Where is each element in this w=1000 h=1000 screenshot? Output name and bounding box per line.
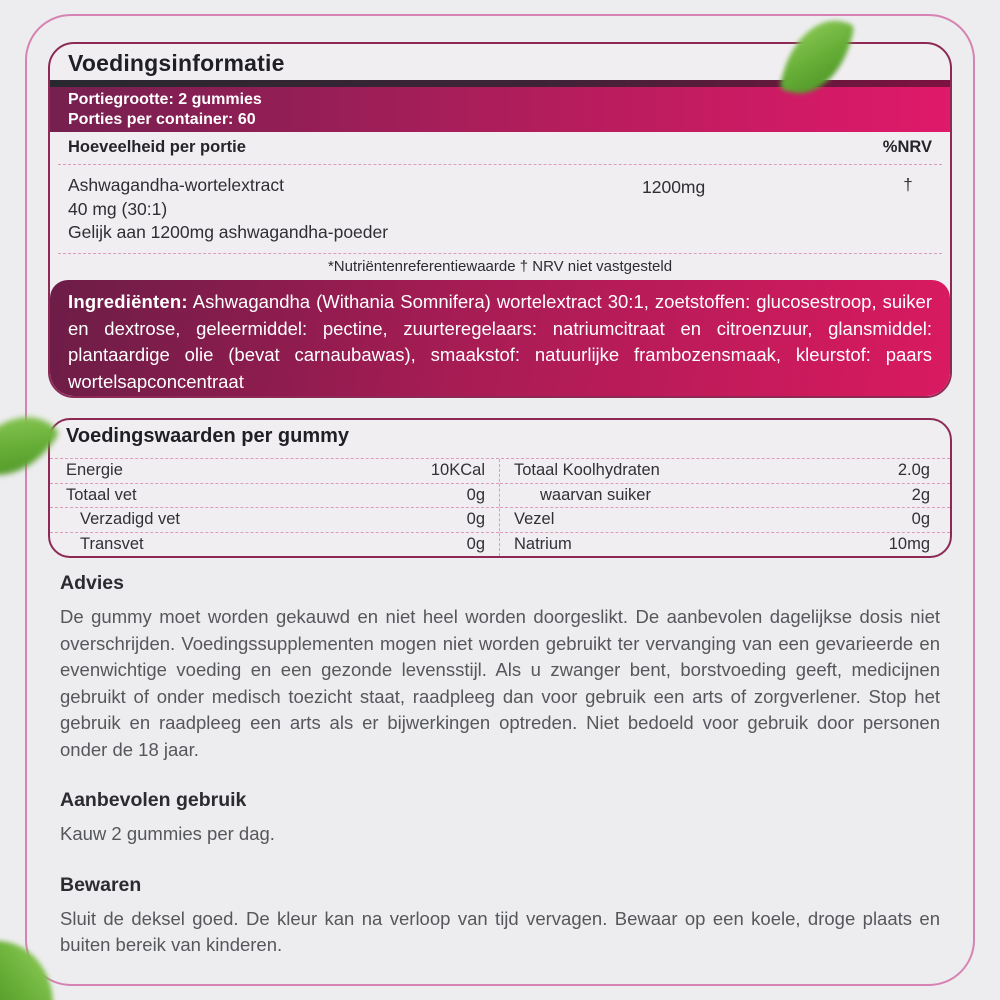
nutrient-amount: 1200mg bbox=[642, 177, 706, 197]
row-value: 0g bbox=[466, 485, 485, 504]
section-heading: Aanbevolen gebruik bbox=[60, 789, 247, 811]
panel-title: Voedingsinformatie bbox=[68, 50, 285, 76]
serving-size: Portiegrootte: 2 gummies bbox=[68, 91, 262, 108]
row-value: 10mg bbox=[888, 534, 930, 553]
divider bbox=[58, 253, 942, 254]
row-value: 2g bbox=[911, 485, 930, 504]
row-label: waarvan suiker bbox=[540, 485, 651, 504]
table-left-column bbox=[50, 459, 499, 556]
row-label: Totaal vet bbox=[66, 485, 137, 504]
nrv-header: %NRV bbox=[882, 137, 932, 156]
ingredients-text: Ashwagandha (Withania Somnifera) wortelextract 30:1, zoetstoffen: glucosestroop, suiker en dextrose, geleermiddel: pectine, zuurteregelaars: natriumcitraat en citroenzuur, glansmiddel: plantaardige olie (bevat carnaubawas), smaakstof: natuurlijke frambozensmaak, kleurstof: paars wortelsapconcentraat bbox=[68, 291, 932, 392]
section-heading: Advies bbox=[60, 572, 124, 594]
nutrient-name-line: 40 mg (30:1) bbox=[68, 198, 168, 219]
row-label: Vezel bbox=[514, 510, 555, 529]
row-value: 0g bbox=[911, 510, 930, 529]
row-value: 10KCal bbox=[430, 461, 485, 480]
table-row bbox=[500, 459, 950, 484]
nutrition-values-table bbox=[50, 458, 950, 556]
table-row bbox=[50, 459, 499, 484]
row-value: 0g bbox=[466, 510, 485, 529]
ingredients-label: Ingrediënten: bbox=[68, 291, 188, 312]
section-body: De gummy moet worden gekauwd en niet heel worden doorgeslikt. De aanbevolen dagelijkse dosis niet overschrijden. Voedingssupplementen mogen niet worden gebruikt ter vervanging van een gevarieerde en evenwichtige voeding en een gezonde levensstijl. Als u zwanger bent, borstvoeding geeft, medicijnen gebruikt of onder medisch toezicht staat, raadpleeg dan voor gebruik een arts of zorgverlener. Stop het gebruik en raadpleeg een arts als er bijwerkingen optreden. Niet bedoeld voor gebruik door personen onder de 18 jaar. bbox=[60, 606, 940, 760]
nutrition-values-title: Voedingswaarden per gummy bbox=[66, 425, 350, 447]
nutrient-nrv-dagger: † bbox=[903, 175, 913, 194]
row-label: Natrium bbox=[514, 534, 572, 553]
ingredients-block bbox=[50, 280, 950, 396]
row-value: 0g bbox=[466, 534, 485, 553]
nutrition-facts-panel bbox=[48, 42, 952, 398]
nutrition-values-panel bbox=[48, 418, 952, 558]
table-row bbox=[50, 508, 499, 533]
table-row bbox=[500, 484, 950, 509]
section-body: Kauw 2 gummies per dag. bbox=[60, 823, 275, 844]
section-advies bbox=[60, 572, 940, 763]
row-label: Transvet bbox=[80, 534, 144, 553]
table-row bbox=[50, 533, 499, 557]
nutrient-name-line: Ashwagandha-wortelextract bbox=[68, 175, 284, 195]
table-right-column bbox=[499, 459, 950, 556]
section-heading: Bewaren bbox=[60, 873, 142, 896]
row-label: Energie bbox=[66, 461, 123, 480]
row-label: Verzadigd vet bbox=[80, 510, 180, 529]
table-row bbox=[500, 508, 950, 533]
row-label: Totaal Koolhydraten bbox=[514, 461, 660, 480]
nutrient-name-line: Gelijk aan 1200mg ashwagandha-poeder bbox=[68, 222, 389, 242]
section-aanbevolen-gebruik bbox=[60, 789, 940, 848]
serving-info-bar bbox=[50, 87, 950, 132]
table-header-row bbox=[50, 134, 950, 160]
amount-per-serving-header: Hoeveelheid per portie bbox=[68, 137, 246, 156]
table-row bbox=[500, 533, 950, 557]
servings-per-container: Porties per container: 60 bbox=[68, 111, 256, 128]
section-bewaren bbox=[60, 874, 940, 959]
nrv-footnote: *Nutriëntenreferentiewaarde † NRV niet vastgesteld bbox=[327, 258, 673, 275]
table-row bbox=[50, 484, 499, 509]
info-sections bbox=[60, 572, 940, 959]
divider bbox=[58, 164, 942, 165]
row-value: 2.0g bbox=[897, 461, 930, 480]
section-body: Sluit de deksel goed. De kleur kan na verloop van tijd vervagen. Bewaar op een koele, droge plaats en buiten bereik van kinderen. bbox=[60, 907, 940, 955]
nutrient-name bbox=[68, 174, 388, 245]
